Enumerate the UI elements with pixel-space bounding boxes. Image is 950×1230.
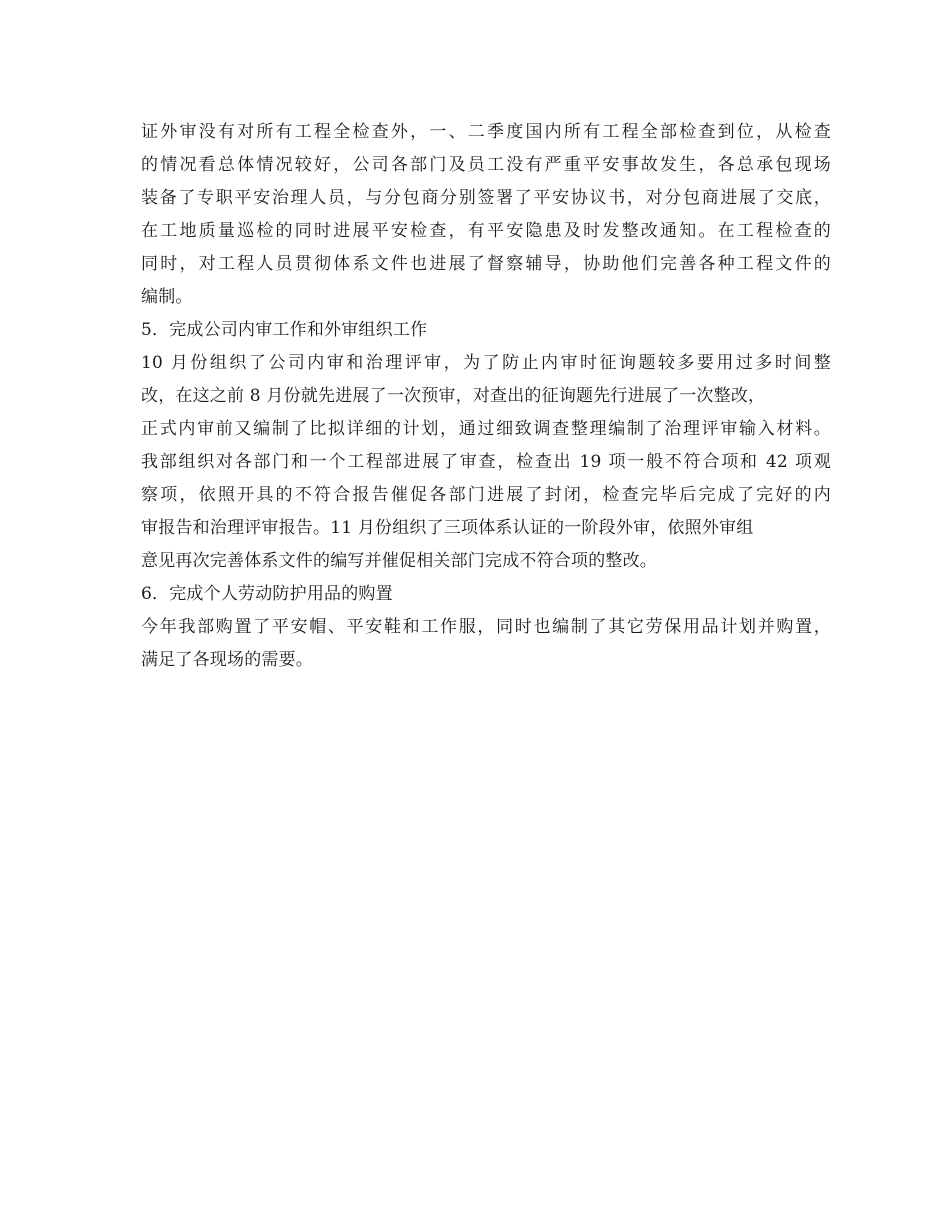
paragraph-line: 我部组织对各部门和一个工程部进展了审查，检查出 19 项一般不符合项和 42 项观: [141, 452, 831, 472]
paragraph-line: 同时，对工程人员贯彻体系文件也进展了督察辅导，协助他们完善各种工程文件的: [141, 254, 831, 274]
paragraph-line: 证外审没有对所有工程全检查外，一、二季度国内所有工程全部检查到位，从检查: [141, 122, 831, 142]
section-heading: 5．完成公司内审工作和外审组织工作: [141, 320, 428, 340]
paragraph-line: 审报告和治理评审报告。11 月份组织了三项体系认证的一阶段外审，依照外审组: [141, 518, 754, 538]
document-body: [141, 116, 831, 677]
paragraph-line: 装备了专职平安治理人员，与分包商分别签署了平安协议书，对分包商进展了交底，: [141, 188, 831, 208]
paragraph-line: 意见再次完善体系文件的编写并催促相关部门完成不符合项的整改。: [141, 551, 657, 571]
paragraph-line: 的情况看总体情况较好，公司各部门及员工没有严重平安事故发生，各总承包现场: [141, 155, 831, 175]
paragraph-line: 10 月份组织了公司内审和治理评审，为了防止内审时征询题较多要用过多时间整: [141, 353, 831, 373]
paragraph-line: 今年我部购置了平安帽、平安鞋和工作服，同时也编制了其它劳保用品计划并购置，: [141, 617, 831, 637]
paragraph-line: 在工地质量巡检的同时进展平安检查，有平安隐患及时发整改通知。在工程检查的: [141, 221, 831, 241]
paragraph-line: 编制。: [141, 287, 193, 307]
section-heading: 6．完成个人劳动防护用品的购置: [141, 584, 393, 604]
paragraph-line: 察项，依照开具的不符合报告催促各部门进展了封闭，检查完毕后完成了完好的内: [141, 485, 831, 505]
paragraph-line: 改，在这之前 8 月份就先进展了一次预审，对查出的征询题先行进展了一次整改，: [141, 386, 766, 406]
paragraph-line: 满足了各现场的需要。: [141, 650, 313, 670]
paragraph-line: 正式内审前又编制了比拟详细的计划，通过细致调查整理编制了治理评审输入材料。: [141, 419, 831, 439]
